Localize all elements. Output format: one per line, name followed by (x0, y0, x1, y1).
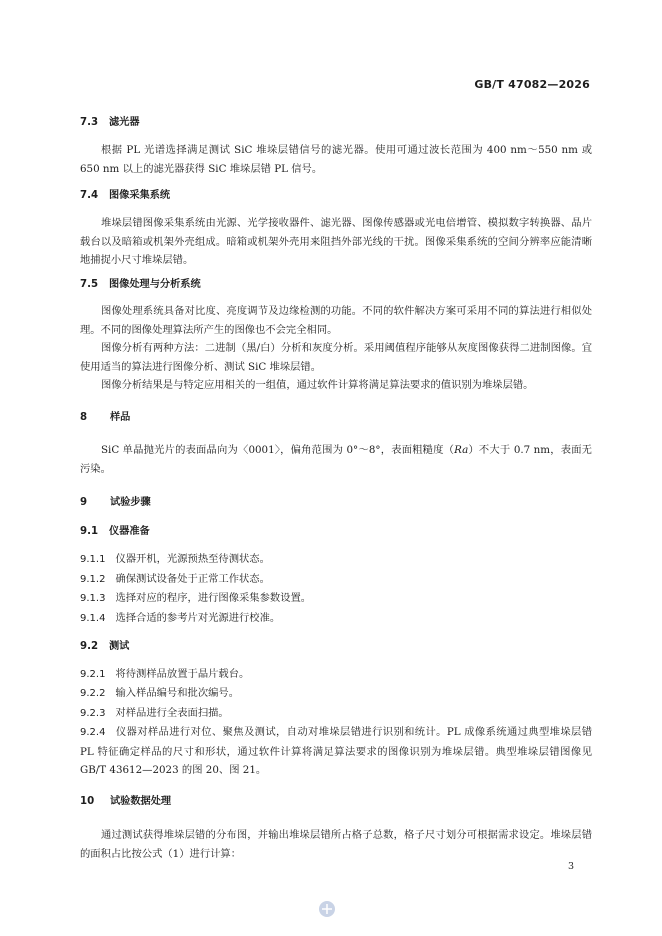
page-content (80, 112, 592, 863)
heading-title: 滤光器 (109, 117, 140, 128)
item-number: 9.2.1 (80, 668, 106, 680)
item-text: 输入样品编号和批次编号。 (115, 687, 240, 700)
heading-title: 测试 (109, 640, 130, 652)
heading-9 (80, 494, 592, 512)
list-item (80, 704, 592, 724)
paragraph-7-5-1: 图像处理系统具备对比度、亮度调节及边缘检测的功能。不同的软件解决方案可采用不同的算法进行相似处理。不同的图像处理算法所产生的图像也不会完全相同。 (80, 304, 592, 336)
heading-number: 9 (80, 497, 88, 509)
heading-9-1 (80, 523, 592, 541)
heading-title: 试验数据处理 (110, 796, 172, 808)
list-item (80, 609, 592, 629)
heading-number: 7.4 (80, 190, 99, 202)
list-9-1 (80, 550, 592, 628)
list-item (80, 589, 592, 609)
heading-number: 7.3 (80, 117, 99, 128)
item-text: 仪器对样品进行对位、聚焦及测试，自动对堆垛层错进行识别和统计。PL 成像系统通过典型堆垛层错 PL 特征确定样品的尺寸和形状，通过软件计算将满足算法要求的图像识别为堆垛层错。典型堆垛层错图像见 GB/T 43612—2023 的图 20、图 21。 (80, 726, 592, 777)
item-number: 9.2.2 (80, 688, 106, 700)
sample-text-a: SiC 单晶抛光片的表面晶向为〈0001〉，偏角范围为 0°～8°，表面粗糙度（ (101, 443, 455, 456)
paragraph-7-4: 堆垛层错图像采集系统由光源、光学接收器件、滤光器、图像传感器或光电倍增管、模拟数字转换器、晶片载台以及暗箱或机架外壳组成。暗箱或机架外壳用来阻挡外部光线的干扰。图像采集系统的空间分辨率应能清晰地捕捉小尺寸堆垛层错。 (80, 217, 592, 267)
item-text: 对样品进行全表面扫描。 (115, 706, 229, 719)
item-number: 9.2.4 (80, 727, 106, 739)
heading-number: 10 (80, 796, 95, 808)
item-number: 9.1.3 (80, 593, 106, 605)
item-text: 选择合适的参考片对光源进行校准。 (115, 611, 281, 624)
heading-number: 8 (80, 411, 88, 423)
item-text: 仪器开机，光源预热至待测状态。 (115, 553, 270, 566)
list-item (80, 665, 592, 685)
heading-10 (80, 793, 592, 811)
heading-title: 图像处理与分析系统 (109, 278, 201, 290)
paragraph-8 (80, 441, 592, 478)
item-number: 9.2.3 (80, 707, 106, 719)
heading-7-4 (80, 187, 592, 205)
item-text: 确保测试设备处于正常工作状态。 (115, 572, 270, 585)
heading-7-3 (80, 114, 592, 132)
roughness-symbol: Ra (454, 443, 469, 456)
paragraph-7-3: 根据 PL 光谱选择满足测试 SiC 堆垛层错信号的滤光器。使用可通过波长范围为 400 nm～550 nm 或 650 nm 以上的滤光器获得 SiC 堆垛层错 PL 信号。 (80, 144, 592, 175)
paragraph-7-5-2: 图像分析有两种方法：二进制（黑/白）分析和灰度分析。采用阈值程序能够从灰度图像获得二进制图像。宜使用适当的算法进行图像分析、测试 SiC 堆垛层错。 (80, 342, 592, 373)
item-number: 9.1.2 (80, 573, 106, 585)
list-9-2 (80, 665, 592, 781)
sample-text-b: ）不大于 0.7 nm，表面无污染。 (80, 443, 592, 475)
list-item (80, 570, 592, 590)
list-item (80, 550, 592, 570)
heading-7-5 (80, 276, 592, 294)
heading-title: 仪器准备 (109, 526, 150, 538)
item-number: 9.1.1 (80, 554, 106, 566)
list-item (80, 684, 592, 704)
heading-number: 9.1 (80, 526, 99, 538)
standard-number: GB/T 47082—2026 (474, 78, 590, 91)
item-number: 9.1.4 (80, 612, 106, 624)
page-number: 3 (568, 861, 575, 872)
paragraph-7-5-3: 图像分析结果是与特定应用相关的一组值，通过软件计算将满足算法要求的值识别为堆垛层错。 (101, 379, 534, 392)
paragraph-10: 通过测试获得堆垛层错的分布图，并输出堆垛层错所占格子总数，格子尺寸划分可根据需求设定。堆垛层错的面积占比按公式（1）进行计算： (80, 829, 592, 860)
item-text: 选择对应的程序，进行图像采集参数设置。 (115, 592, 312, 605)
heading-number: 9.2 (80, 640, 99, 652)
heading-9-2 (80, 638, 592, 656)
list-item (80, 723, 592, 780)
heading-title: 试验步骤 (110, 497, 151, 509)
heading-8 (80, 409, 592, 427)
heading-title: 图像采集系统 (109, 190, 171, 202)
heading-title: 样品 (110, 411, 131, 423)
heading-number: 7.5 (80, 278, 99, 290)
item-text: 将待测样品放置于晶片载台。 (115, 667, 250, 680)
publisher-watermark-icon (318, 900, 336, 918)
